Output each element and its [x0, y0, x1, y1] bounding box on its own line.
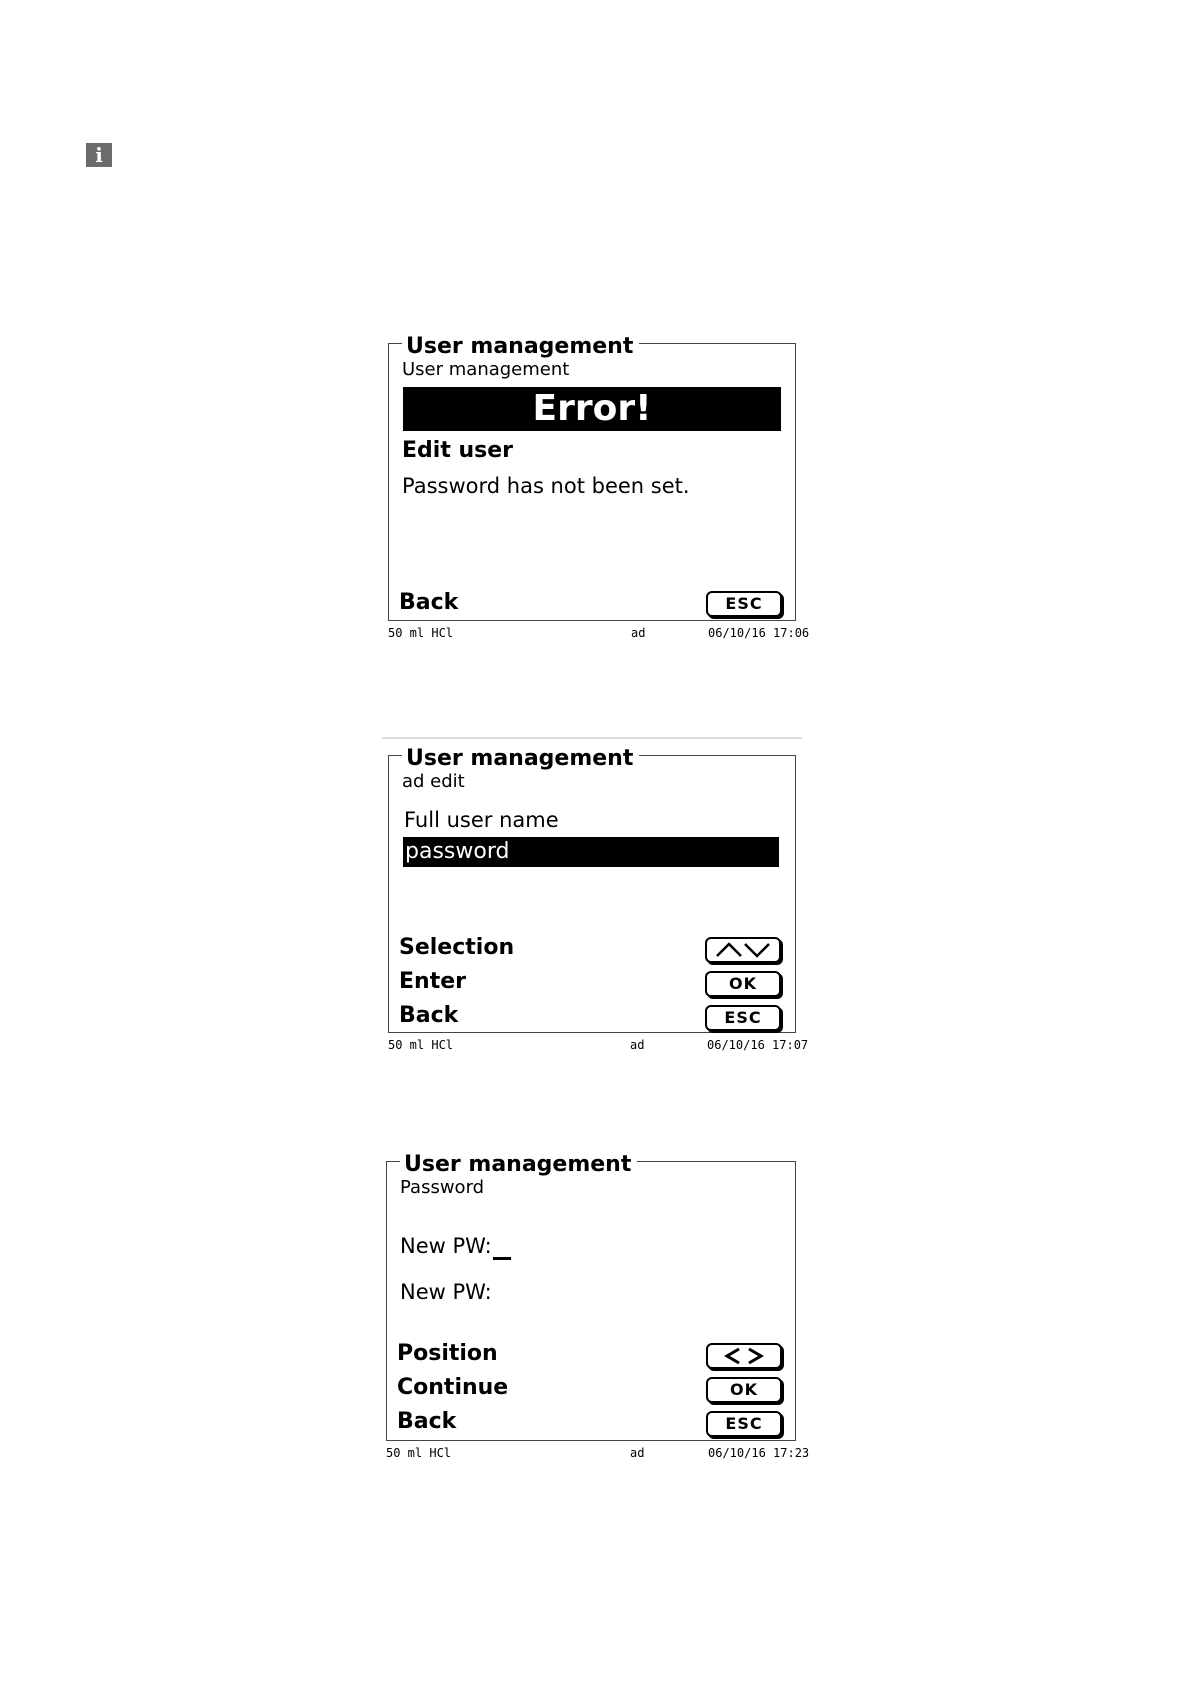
left-right-arrows-icon[interactable]	[706, 1343, 782, 1369]
back-label: Back	[399, 590, 459, 615]
error-message: Password has not been set.	[402, 474, 690, 498]
esc-key-button[interactable]: ESC	[706, 1411, 782, 1437]
continue-label: Continue	[397, 1375, 509, 1400]
screen-title: User management	[402, 746, 639, 772]
status-datetime: 06/10/16 17:23	[708, 1446, 810, 1460]
menu-item-password[interactable]: password	[403, 837, 779, 867]
edit-user-heading: Edit user	[402, 438, 514, 463]
separator-line	[382, 737, 802, 739]
menu-item-full-user-name[interactable]: Full user name	[404, 808, 559, 832]
screen-title: User management	[402, 334, 639, 360]
up-down-arrows-icon[interactable]	[705, 937, 781, 963]
text-cursor	[493, 1257, 511, 1260]
screen-subtitle: User management	[402, 359, 570, 380]
selection-label: Selection	[399, 935, 515, 960]
screen-subtitle: ad edit	[402, 771, 465, 792]
new-pw-label-1: New PW:	[400, 1234, 492, 1258]
status-user: ad	[630, 1446, 645, 1460]
back-label: Back	[397, 1409, 457, 1434]
status-datetime: 06/10/16 17:06	[708, 626, 810, 640]
esc-key-button[interactable]: ESC	[705, 1005, 781, 1031]
back-label: Back	[399, 1003, 459, 1028]
position-label: Position	[397, 1341, 498, 1366]
screen-title: User management	[400, 1152, 637, 1178]
status-method: 50 ml HCl	[388, 1038, 454, 1052]
ok-key-button[interactable]: OK	[705, 971, 781, 997]
new-pw-label-2: New PW:	[400, 1280, 492, 1304]
esc-key-button[interactable]: ESC	[706, 591, 782, 617]
status-user: ad	[630, 1038, 645, 1052]
status-method: 50 ml HCl	[388, 626, 454, 640]
screen-subtitle: Password	[400, 1177, 485, 1198]
enter-label: Enter	[399, 969, 466, 994]
status-method: 50 ml HCl	[386, 1446, 452, 1460]
status-datetime: 06/10/16 17:07	[707, 1038, 809, 1052]
status-user: ad	[631, 626, 646, 640]
error-banner: Error!	[403, 387, 781, 431]
info-icon: i	[86, 143, 112, 167]
ok-key-button[interactable]: OK	[706, 1377, 782, 1403]
